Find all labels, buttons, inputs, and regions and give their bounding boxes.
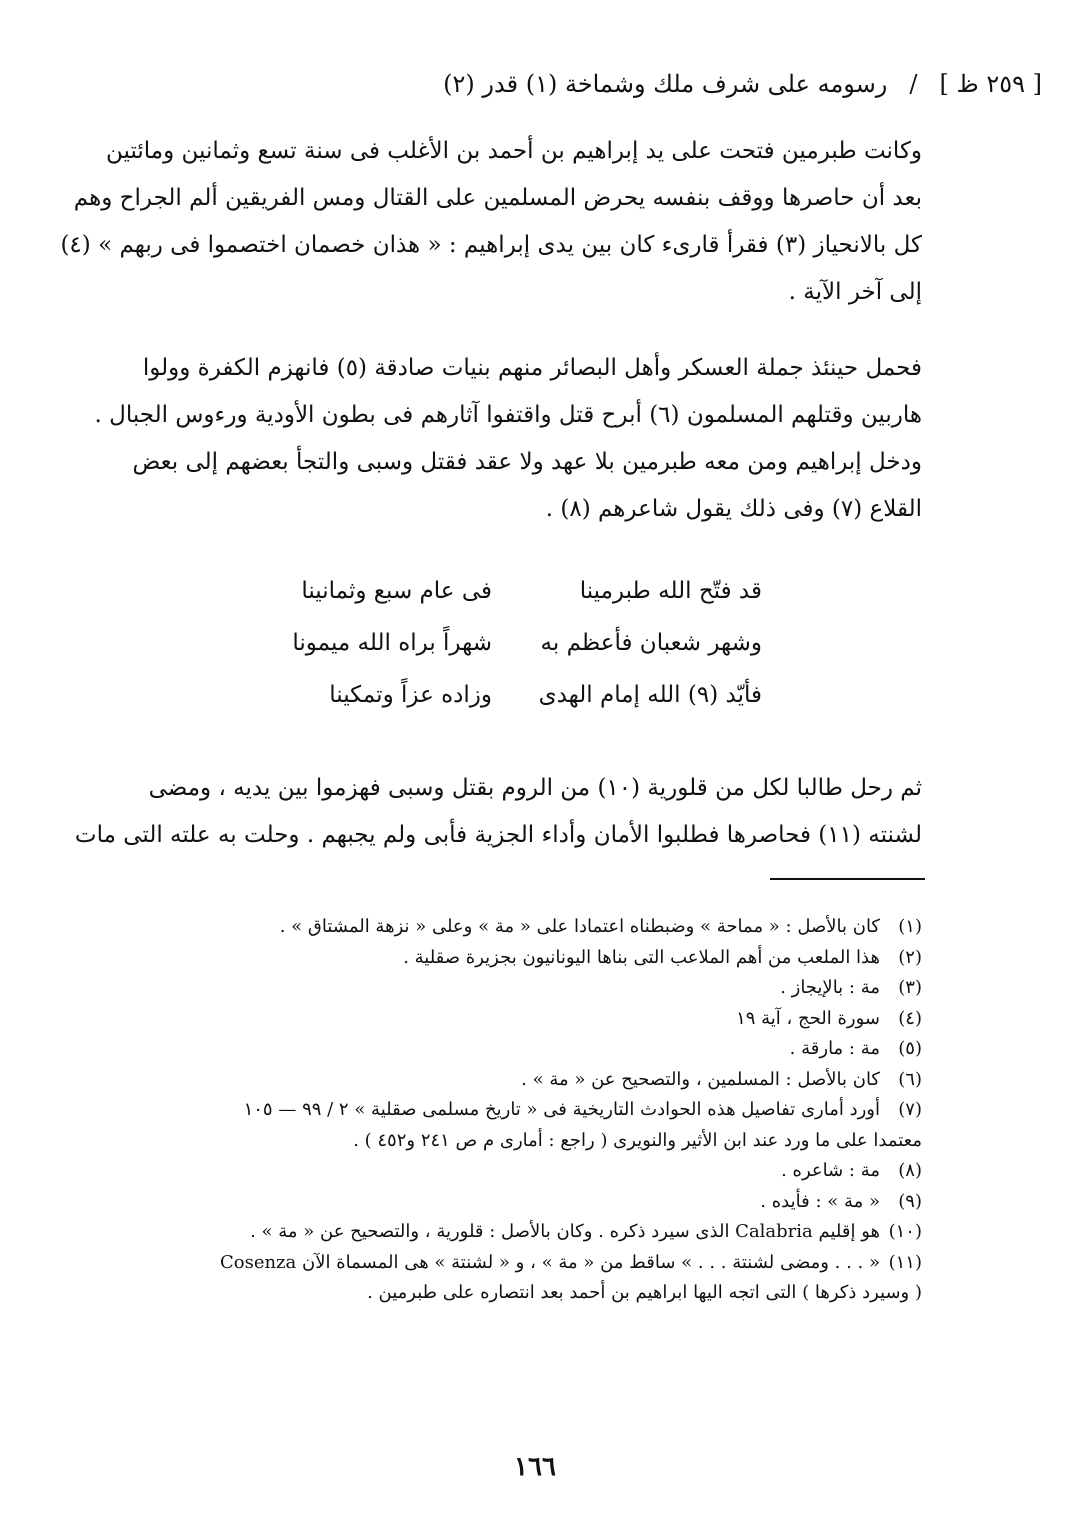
header-continuation-text: رسومه على شرف ملك وشماخة (١) قدر (٢) — [443, 70, 888, 98]
text-line: بعد أن حاصرها ووقف بنفسه يحرض المسلمين على القتال ومس الفريقين ألم الجراح وهم — [73, 185, 922, 211]
footnotes — [62, 912, 922, 1309]
footnote-number: (١١) — [888, 1251, 922, 1273]
footnote — [62, 1248, 922, 1279]
footnote-text: ( وسيرد ذكرها ) التى اتجه اليها ابراهيم بن أحمد بعد انتصاره على طبرمين . — [367, 1282, 922, 1303]
footnote-number: (٥) — [898, 1038, 922, 1059]
poem-verse — [232, 669, 762, 721]
page-number: ١٦٦ — [514, 1452, 556, 1482]
footnote — [62, 1065, 922, 1096]
footnote-number: (١) — [898, 916, 922, 937]
footnote-text: هذا الملعب من أهم الملاعب التى بناها اليونانيون بجزيرة صقلية . — [403, 946, 880, 968]
footnote-number: (٩) — [898, 1190, 922, 1212]
footnote — [62, 1004, 922, 1035]
footnote-number: (٢) — [898, 946, 922, 968]
body-paragraph-2 — [94, 345, 922, 533]
text-line: القلاع (٧) وفى ذلك يقول شاعرهم (٨) . — [545, 496, 922, 522]
footnote-number: (٣) — [898, 977, 922, 998]
footnote-number: (٦) — [898, 1068, 922, 1090]
folio-separator: / — [909, 70, 918, 98]
verse-second-hemistich: وزاده عزاً وتمكينا — [329, 682, 492, 708]
footnote-text: أورد أمارى تفاصيل هذه الحوادث التاريخية فى « تاريخ مسلمى صقلية » ٢ / ٩٩ — ١٠٥ — [243, 1099, 880, 1120]
footnote-text: هو إقليم Calabria الذى سيرد ذكره . وكان بالأصل : قلورية ، والتصحيح عن « مة » . — [250, 1221, 880, 1242]
poem-verse — [232, 565, 762, 617]
footnote — [62, 973, 922, 1004]
text-line: كل بالانحياز (٣) فقرأ قارىء كان بين يدى إبراهيم : « هذان خصمان اختصموا فى ربهم » (٤) — [60, 232, 922, 258]
footnote — [62, 1217, 922, 1248]
text-line: فحمل حينئذ جملة العسكر وأهل البصائر منهم بنيات صادقة (٥) فانهزم الكفرة وولوا — [142, 355, 922, 381]
poem-verse — [232, 617, 762, 669]
body-paragraph-1 — [60, 128, 922, 316]
footnote-continuation — [62, 1126, 922, 1157]
footnote-text: سورة الحج ، آية ١٩ — [736, 1007, 880, 1029]
text-line: ودخل إبراهيم ومن معه طبرمين بلا عهد ولا عقد فقتل وسبى والتجأ بعضهم إلى بعض — [132, 449, 922, 475]
text-line: إلى آخر الآية . — [788, 279, 922, 305]
footnote-number: (٧) — [898, 1099, 922, 1120]
verse-second-hemistich: فى عام سبع وثمانينا — [301, 578, 492, 604]
text-line: ثم رحل طالبا لكل من قلورية (١٠) من الروم بقتل وسبى فهزموا بين يديه ، ومضى — [148, 775, 922, 801]
footnote-text: كان بالأصل : « مماحة » وضبطناه اعتمادا على « مة » وعلى « نزهة المشتاق » . — [279, 916, 880, 937]
footnote — [62, 1156, 922, 1187]
folio-marker: [ ٢٥٩ ظ ] — [939, 70, 1042, 98]
footnote — [62, 1187, 922, 1218]
footnote — [62, 1034, 922, 1065]
verse-first-hemistich: فأيّد (٩) الله إمام الهدى — [538, 682, 762, 708]
footnote — [62, 912, 922, 943]
footnote-text: مة : شاعره . — [781, 1160, 880, 1181]
footnote-text: مة : مارقة . — [789, 1038, 880, 1059]
running-header — [42, 70, 1042, 110]
body-paragraph-3 — [74, 765, 922, 859]
footnote-separator — [770, 878, 925, 880]
footnote-text: مة : بالإيجاز . — [780, 977, 880, 998]
footnote-number: (١٠) — [888, 1221, 922, 1242]
footnote — [62, 1095, 922, 1126]
verse-first-hemistich: قد فتّح الله طبرمينا — [579, 578, 762, 604]
footnote-text: كان بالأصل : المسلمين ، والتصحيح عن « مة » . — [521, 1068, 880, 1090]
verse-second-hemistich: شهراً براه الله ميمونا — [292, 630, 492, 656]
verse-first-hemistich: وشهر شعبان فأعظم به — [540, 630, 762, 656]
footnote-number: (٤) — [898, 1007, 922, 1029]
poem-verses — [232, 565, 762, 721]
text-line: وكانت طبرمين فتحت على يد إبراهيم بن أحمد بن الأغلب فى سنة تسع وثمانين ومائتين — [106, 138, 922, 164]
footnote-text: معتمدا على ما ورد عند ابن الأثير والنويرى ( راجع : أمارى م ص ٢٤١ و٤٥٢ ) . — [353, 1129, 922, 1151]
text-line: لشنته (١١) فحاصرها فطلبوا الأمان وأداء الجزية فأبى ولم يجبهم . وحلت به علته التى مات — [74, 822, 922, 848]
footnote — [62, 943, 922, 974]
footnote-continuation — [62, 1278, 922, 1309]
footnote-number: (٨) — [898, 1160, 922, 1181]
footnote-text: « مة » : فأيده . — [760, 1190, 880, 1212]
footnote-text: « . . . ومضى لشنتة . . . » ساقط من « مة » ، و « لشنتة » هى المسماة الآن Cosenza — [219, 1251, 880, 1273]
text-line: هاربين وقتلهم المسلمون (٦) أبرح قتل واقتفوا آثارهم فى بطون الأودية ورءوس الجبال . — [94, 402, 922, 428]
